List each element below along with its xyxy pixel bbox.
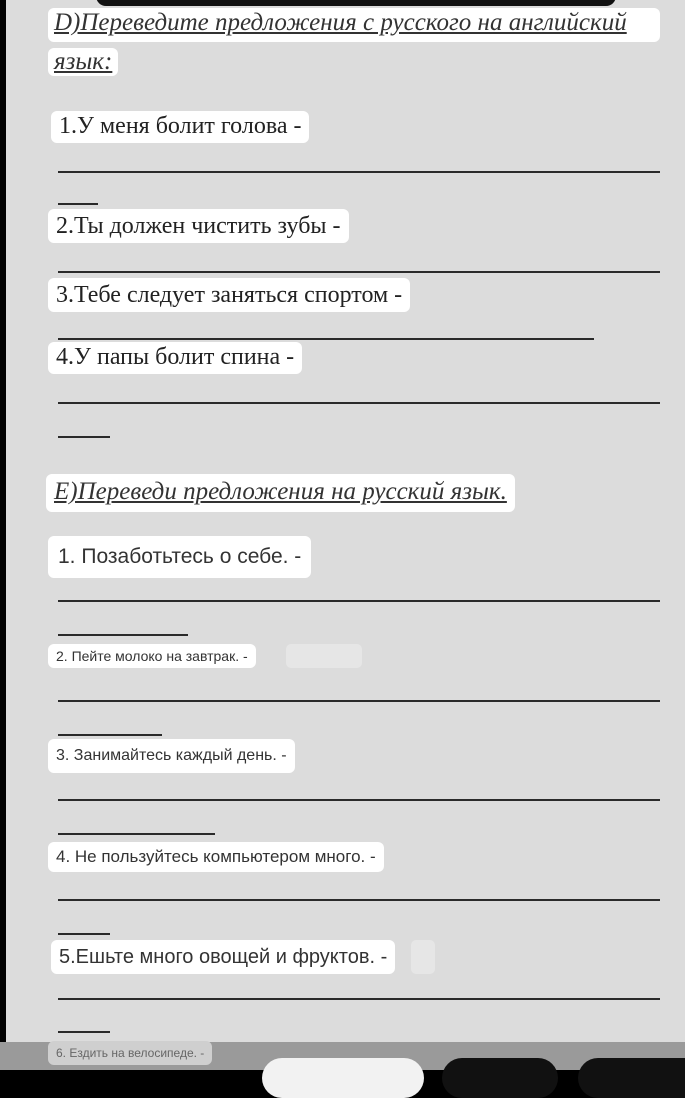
answer-line <box>58 634 188 636</box>
answer-line <box>58 799 660 801</box>
section-e-heading: E)Переведи предложения на русский язык. <box>46 474 515 512</box>
faint-highlight <box>411 940 435 974</box>
answer-line <box>58 338 594 340</box>
faint-highlight <box>286 644 362 668</box>
answer-line <box>58 1031 110 1033</box>
action-button-light[interactable] <box>262 1058 424 1098</box>
answer-line <box>58 402 660 404</box>
section-d-item-4: 4.У папы болит спина - <box>48 342 302 374</box>
section-e-item-3: 3. Занимайтесь каждый день. - <box>48 739 295 773</box>
section-d-heading-line2: язык: <box>54 48 113 75</box>
answer-line <box>58 998 660 1000</box>
answer-line <box>58 899 660 901</box>
section-d-item-3: 3.Тебе следует заняться спортом - <box>48 278 410 312</box>
answer-line <box>58 700 660 702</box>
answer-line <box>58 734 162 736</box>
answer-line <box>58 171 660 173</box>
section-e-item-5: 5.Ешьте много овощей и фруктов. - <box>51 940 395 974</box>
worksheet-page <box>6 0 685 1070</box>
section-d-heading-line1: D)Переведите предложения с русского на английский <box>54 9 627 36</box>
answer-line <box>58 933 110 935</box>
section-e-item-2: 2. Пейте молоко на завтрак. - <box>48 644 256 668</box>
answer-line <box>58 833 215 835</box>
section-d-item-2: 2.Ты должен чистить зубы - <box>48 209 349 243</box>
section-e-item-4: 4. Не пользуйтесь компьютером много. - <box>48 842 384 872</box>
answer-line <box>58 600 660 602</box>
answer-line <box>58 436 110 438</box>
action-button-dark[interactable] <box>442 1058 558 1098</box>
answer-line <box>58 203 98 205</box>
section-d-heading-line2-box <box>48 48 118 76</box>
section-d-item-1: 1.У меня болит голова - <box>51 111 309 143</box>
section-e-item-1: 1. Позаботьтесь о себе. - <box>48 536 311 578</box>
action-button-dark-2[interactable] <box>578 1058 685 1098</box>
section-d-heading <box>48 8 660 42</box>
section-e-item-6: 6. Ездить на велосипеде. - <box>48 1041 212 1065</box>
answer-line <box>58 271 660 273</box>
top-status-bar <box>96 0 616 6</box>
